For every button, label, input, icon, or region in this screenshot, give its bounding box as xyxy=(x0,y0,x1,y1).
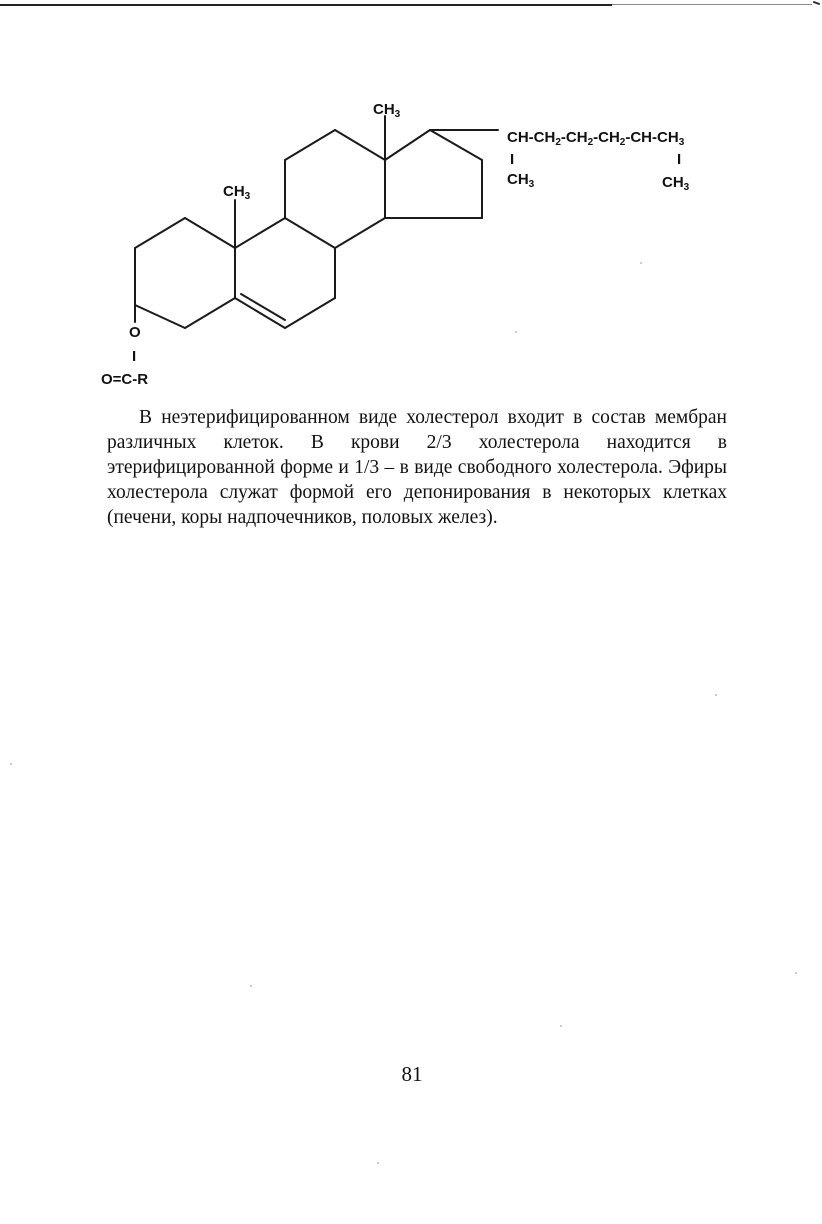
bond xyxy=(235,218,285,248)
bond xyxy=(285,218,335,248)
scan-speck xyxy=(515,331,517,333)
double-bond-inner xyxy=(241,294,285,320)
bond xyxy=(335,130,385,160)
bond xyxy=(335,218,385,248)
scan-speck xyxy=(640,262,642,264)
branch-methyl-2-label: $CH_3$ xyxy=(662,174,690,193)
bond xyxy=(135,218,185,248)
side-chain-label: $CH-CH_2-CH_2-CH_2-CH-CH_3$ xyxy=(507,129,685,148)
bond xyxy=(285,130,335,160)
methyl-left-label: $CH_3$ xyxy=(223,183,251,202)
scan-speck xyxy=(250,985,252,987)
scan-speck xyxy=(560,1025,562,1027)
ester-oxygen-label: O xyxy=(129,324,141,341)
branch-bar-1: I xyxy=(510,151,515,168)
bond xyxy=(285,298,335,328)
bond xyxy=(385,130,430,160)
scan-speck xyxy=(377,1162,379,1164)
ester-group-label: O=C-R xyxy=(101,371,149,388)
body-paragraph: В неэтерифицированном виде холестерол входит в состав мембран различных клеток. В крови 2/3 холестерола находится в этерифицированной форме и 1/3 – в виде свободного холестерола. Эфиры холестерола служат формой его депонирования в некоторых клетках (печени, коры надпочечников, половых желез). xyxy=(107,407,727,528)
bond xyxy=(185,298,235,328)
scan-speck xyxy=(715,694,717,696)
branch-bar-2: I xyxy=(677,151,682,168)
ester-bar: I xyxy=(132,348,137,365)
bond xyxy=(135,305,185,328)
bond xyxy=(430,130,482,160)
ring-bonds xyxy=(135,116,498,328)
methyl-top-label: $CH_3$ xyxy=(373,101,401,120)
branch-methyl-1-label: $CH_3$ xyxy=(507,171,535,190)
scan-speck xyxy=(795,972,797,974)
bond xyxy=(185,218,235,248)
bond xyxy=(235,298,285,328)
cholesterol-ester-formula xyxy=(0,0,822,400)
page-number: 81 xyxy=(401,1062,423,1086)
scan-speck xyxy=(10,763,12,765)
